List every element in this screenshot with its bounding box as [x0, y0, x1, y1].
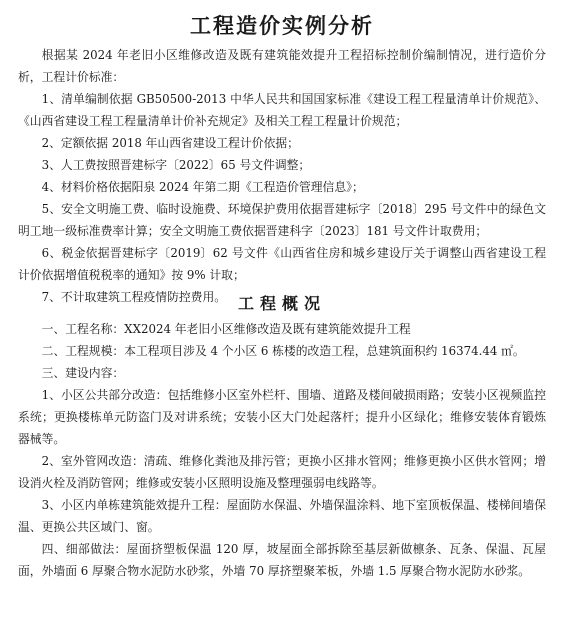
detail-practice: 四、细部做法：屋面挤塑板保温 120 厚，坡屋面全部拆除至基层新做檩条、瓦条、保温、瓦屋面，外墙面 6 厚聚合物水泥防水砂浆，外墙 70 厚挤塑聚苯板，外墙 1.5 厚聚合物水泥防水砂浆。: [18, 542, 546, 578]
standard-item-4: 4、材料价格依据阳泉 2024 年第二期《工程造价管理信息》；: [41, 180, 364, 194]
construction-content-heading: 三、建设内容：: [41, 366, 125, 380]
standard-item-6: 6、税金依据晋建标字〔2019〕62 号文件《山西省住房和城乡建设厅关于调整山西省建设工程计价依据增值税税率的通知》按 9% 计取；: [18, 246, 546, 282]
standard-item-5: 5、安全文明施工费、临时设施费、环境保护费用依据晋建标字〔2018〕295 号文件中的绿色文明工地一级标准费率计算；安全文明施工费依据晋建科字〔2023〕181 号文件计取费用；: [18, 202, 546, 238]
content-item-1: 1、小区公共部分改造：包括维修小区室外栏杆、围墙、道路及楼间破损雨路；安装小区视频监控系统；更换楼栋单元防盗门及对讲系统；安装小区大门处起落杆；提升小区绿化；维修安装体育锻炼器械等。: [18, 388, 546, 446]
content-item-2: 2、室外管网改造：清疏、维修化粪池及排污管；更换小区排水管网；维修更换小区供水管网；增设消火栓及消防管网；维修或安装小区照明设施及整理强弱电线路等。: [18, 454, 546, 490]
content-item-3: 3、小区内单栋建筑能效提升工程：屋面防水保温、外墙保温涂料、地下室顶板保温、楼梯间墙保温、更换公共区域门、窗。: [18, 498, 546, 534]
standard-item-2: 2、定额依据 2018 年山西省建设工程计价依据；: [41, 136, 299, 150]
standards-section: [18, 44, 546, 308]
standard-item-1: 1、清单编制依据 GB50500-2013 中华人民共和国国家标准《建设工程工程量清单计价规范》、《山西省建设工程工程量清单计价补充规定》及相关工程工程量计价规范；: [18, 92, 546, 128]
standard-item-3: 3、人工费按照晋建标字〔2022〕65 号文件调整；: [41, 158, 311, 172]
overview-section: [18, 318, 546, 582]
standard-item-7: 7、不计取建筑工程疫情防控费用。: [41, 290, 227, 304]
project-scale: 二、工程规模：本工程项目涉及 4 个小区 6 栋楼的改造工程，总建筑面积约 16374.44 ㎡。: [41, 344, 525, 358]
page-title: 工程造价实例分析: [190, 14, 374, 38]
intro-paragraph: 根据某 2024 年老旧小区维修改造及既有建筑能效提升工程招标控制价编制情况，进行造价分析，工程计价标准：: [18, 48, 546, 84]
project-name: 一、工程名称：XX2024 年老旧小区维修改造及既有建筑能效提升工程: [41, 322, 411, 336]
overview-title: 工程概况: [237, 294, 326, 313]
